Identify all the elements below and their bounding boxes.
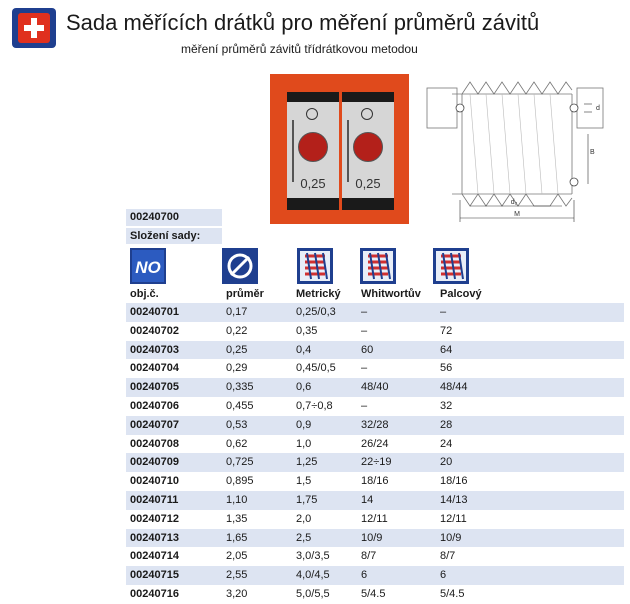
swiss-cross-logo-icon [12, 8, 56, 48]
header-inch: Palcový [440, 288, 482, 300]
diagram-label-d2: d₂ [510, 199, 518, 206]
table-row: 00240712 1,35 2,0 12/11 12/11 [130, 512, 467, 525]
diagram-label-d: d [596, 105, 600, 112]
gauge-mark-icon [361, 108, 373, 120]
product-code: 00240700 [126, 209, 222, 226]
header-metric: Metrický [296, 288, 341, 300]
table-row: 00240703 0,25 0,4 60 64 [126, 341, 624, 360]
page-subtitle: měření průměrů závitů třídrátkovou metodou [181, 42, 418, 56]
product-photo [270, 74, 409, 224]
table-row: 00240714 2,05 3,0/3,5 8/7 8/7 [130, 550, 456, 563]
table-row: 00240713 1,65 2,5 10/9 10/9 [126, 529, 624, 548]
table-row: 00240716 3,20 5,0/5,5 5/4.5 5/4.5 [130, 587, 465, 600]
table-row: 00240701 0,17 0,25/0,3 – – [126, 303, 624, 322]
table-row: 00240708 0,62 1,0 26/24 24 [130, 437, 453, 450]
gauge-label: 0,25 [300, 176, 326, 191]
table-row: 00240715 2,55 4,0/4,5 6 6 [126, 566, 624, 585]
svg-text:NO: NO [135, 258, 161, 277]
table-row: 00240709 0,725 1,25 22÷19 20 [126, 453, 624, 472]
table-row: 00240702 0,22 0,35 – 72 [130, 324, 453, 337]
inch-thread-icon [433, 248, 469, 284]
table-row: 00240704 0,29 0,45/0,5 – 56 [130, 362, 453, 375]
gauge-label: 0,25 [355, 176, 381, 191]
header-diameter: průměr [226, 288, 264, 300]
thread-measurement-diagram [422, 74, 610, 224]
wire-gauge-left [287, 92, 339, 210]
no-icon [130, 248, 166, 284]
gauge-mark-icon [306, 108, 318, 120]
set-composition-label: Složení sady: [126, 228, 222, 244]
table-row: 00240710 0,895 1,5 18/16 18/16 [130, 475, 468, 488]
page-title: Sada měřících drátků pro měření průměrů závitů [66, 10, 540, 35]
metric-thread-icon [297, 248, 333, 284]
table-row: 00240706 0,455 0,7÷0,8 – 32 [130, 399, 453, 412]
whitworth-thread-icon [360, 248, 396, 284]
wire-gauge-right [342, 92, 394, 210]
diagram-label-m: M [514, 211, 520, 218]
diagram-label-b: B [590, 149, 595, 156]
table-row: 00240711 1,10 1,75 14 14/13 [126, 491, 624, 510]
header-order-number: obj.č. [130, 288, 159, 300]
header-whitworth: Whitwortův [361, 288, 421, 300]
diameter-icon [222, 248, 258, 284]
table-row: 00240707 0,53 0,9 32/28 28 [126, 416, 624, 435]
wire-set-table [126, 303, 624, 604]
table-row: 00240705 0,335 0,6 48/40 48/44 [126, 378, 624, 397]
